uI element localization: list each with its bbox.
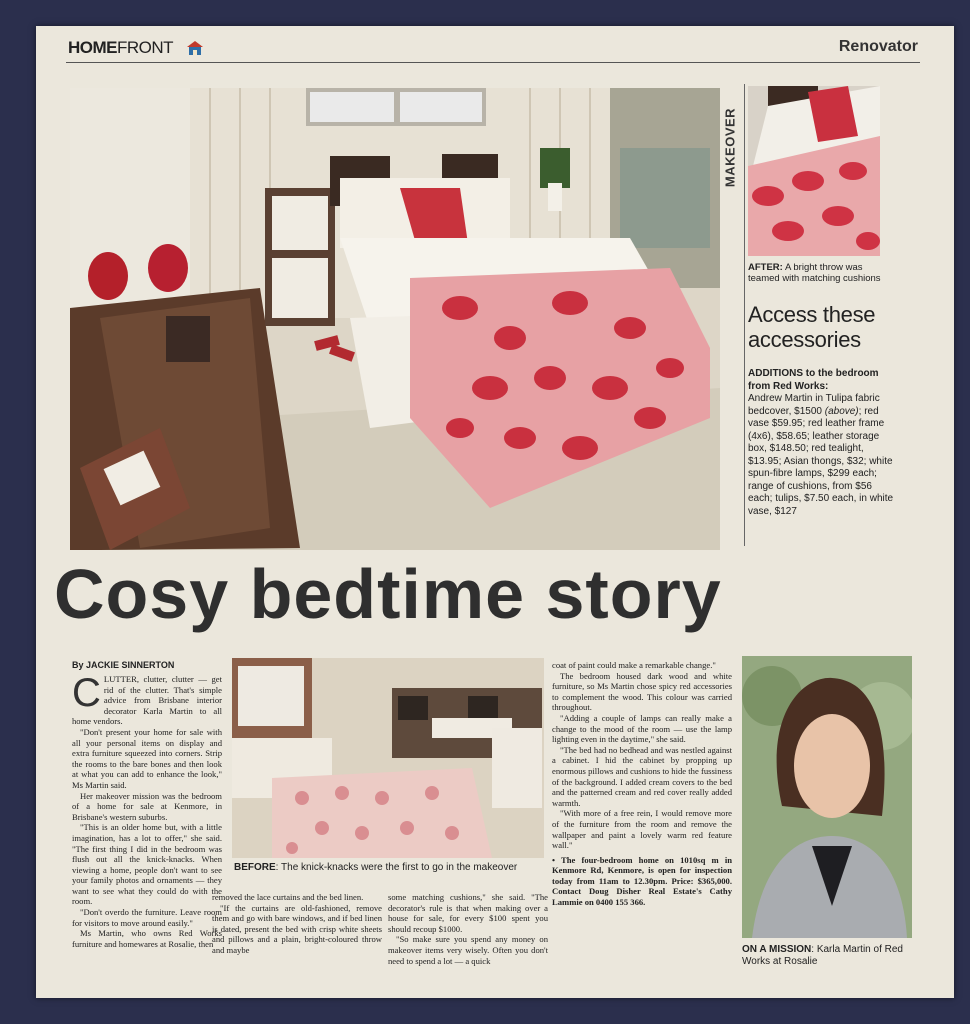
headline: Cosy bedtime story (54, 555, 722, 633)
after-caption (748, 262, 888, 284)
paragraph: coat of paint could make a remarkable change." (552, 660, 716, 670)
inspection-details: • The four-bedroom home on 1010sq m in Kenmore Rd, Kenmore, is open for inspection today from 11am to 12.30pm. Price: $365,000. Contact Doug Disher Real Estate's Cathy Lammie on 0400 155 366. (552, 854, 732, 908)
bedroom-before-photo (232, 658, 544, 858)
section-label: Renovator (838, 38, 918, 55)
paragraph-text: LUTTER, clutter, clutter — get rid of the clutter. That's simple advice from Brisbane interior decorator Karla Martin to all home vendors. (72, 674, 222, 727)
header-rule (66, 62, 920, 63)
accessories-item: Andrew Martin in Tulipa fabric bedcover, $1500 (748, 393, 880, 417)
article-column-3 (388, 892, 548, 966)
after-caption-lead: AFTER: (748, 262, 783, 273)
section-logo (68, 38, 173, 58)
cushions-after-photo (748, 86, 880, 256)
paragraph: "Adding a couple of lamps can really make a change to the mood of the room — use the lamp lighting even in the daytime," she said. (552, 712, 732, 745)
article-column-4 (552, 660, 732, 908)
article-column-1 (72, 671, 222, 949)
drop-cap: C (72, 671, 101, 715)
house-icon (186, 40, 204, 56)
before-caption-text: : The knick-knacks were the first to go in the makeover (275, 862, 518, 873)
paragraph: "With more of a free rein, I would remove more of the furniture from the room and remove the wallpaper and paint a lovely warm red feature wall." (552, 808, 732, 851)
paragraph: The bedroom housed dark wood and white furniture, so Ms Martin chose spicy red accessories to complement the wood. This colour was carried throughout. (552, 670, 732, 713)
bedroom-after-photo (70, 88, 720, 550)
article-column-2 (212, 892, 382, 956)
before-caption-lead: BEFORE (234, 862, 276, 873)
accessories-lead: ADDITIONS to the bedroom from Red Works: (748, 368, 879, 392)
paragraph: "So make sure you spend any money on makeover items very wisely. Often you don't need to spend a lot — a quick (388, 934, 548, 966)
makeover-tag (722, 90, 742, 210)
paragraph: "This is an older home but, with a little imagination, has a lot to offer," she said. "The first thing I did in the bedroom was flush out all the knick-knacks. When viewing a home, people don't want to see your family photos and ornaments — they want to see what they could do with the room. (72, 822, 222, 907)
after-caption-text: A bright throw was teamed with matching cushions (748, 262, 881, 284)
mission-caption (742, 944, 922, 968)
paragraph (72, 671, 222, 727)
accessories-item-italic: (above) (824, 405, 859, 417)
paragraph: "The bed had no bedhead and was nestled against a cabinet. I hid the cabinet by propping up enormous pillows and cushions to hide the fussiness of the background. I added cream covers to the bed and the patterned cream and red cover really added warmth. (552, 744, 732, 808)
paragraph: Her makeover mission was the bedroom of a home for sale at Kenmore, in Brisbane's western suburbs. (72, 790, 222, 822)
sidebar-rule (744, 84, 745, 546)
paragraph: "If the curtains are old-fashioned, remove them and go with bare windows, and if bed linen is dated, present the bed with crisp white sheets and pillows and a plain, bright-coloured throw and maybe (212, 902, 382, 955)
paragraph: some matching cushions," she said. "The decorator's rule is that when making over a house for sale, for every $100 spent you should recoup $1000. (388, 892, 548, 934)
byline: By JACKIE SINNERTON (72, 660, 175, 670)
makeover-tag-text: MAKEOVER (722, 107, 738, 188)
paragraph: Ms Martin, who owns Red Works furniture and homewares at Rosalie, then (72, 928, 222, 949)
accessories-item: ; red vase $59.95; red leather frame (4x6), $58.65; leather storage box, $148.50; red tealight, $13.95; Asian thongs, $32; white spun-fibre lamps, $299 each; range of cushions, from $56 each; tulips, $7.50 each, in white vase, $127 (748, 405, 894, 517)
karla-martin-portrait (742, 656, 912, 938)
accessories-list (748, 368, 898, 518)
section-logo-thin: FRONT (117, 38, 174, 57)
newspaper-clipping (36, 26, 954, 998)
paragraph: "Don't present your home for sale with all your personal items on display and extra furniture squeezed into corners. Strip the rooms to the bare bones and then look at what you can add to enhance the look," Ms Martin said. (72, 726, 222, 790)
section-logo-bold: HOME (68, 38, 117, 57)
before-caption (234, 862, 554, 873)
paragraph: removed the lace curtains and the bed linen. (212, 892, 364, 902)
mission-caption-text: : Karla Martin of Red Works at Rosalie (742, 944, 903, 967)
paragraph: "Don't overdo the furniture. Leave room for visitors to move around easily." (72, 907, 222, 928)
mission-caption-lead: ON A MISSION (742, 944, 812, 955)
accessories-title: Access these accessories (748, 302, 876, 352)
